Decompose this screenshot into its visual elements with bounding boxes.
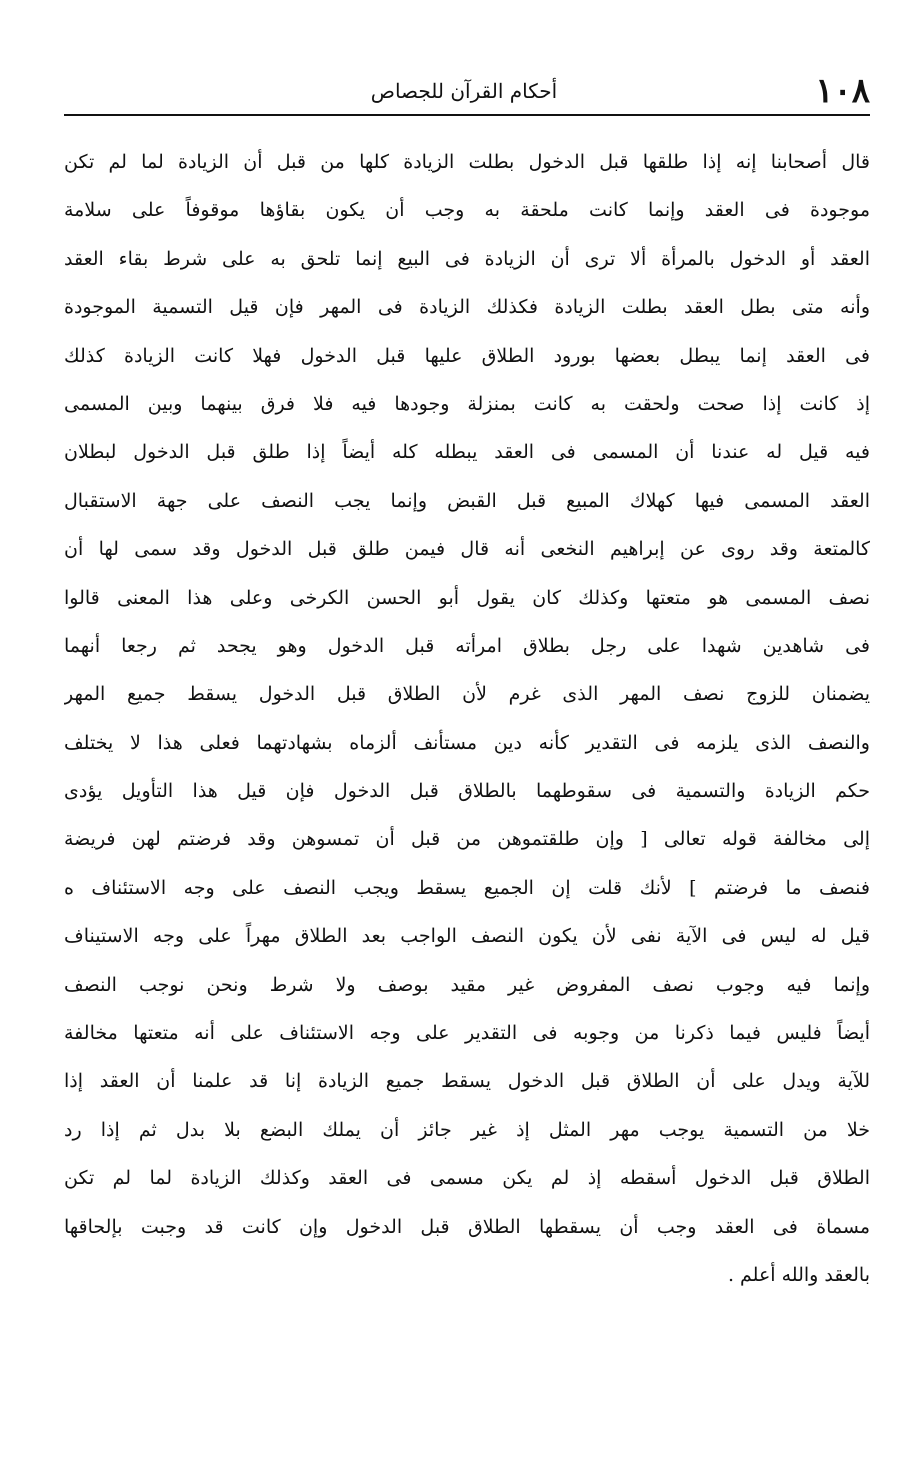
text-line: فنصف ما فرضتم ] لأنك قلت إن الجميع يسقط ويجب النصف على وجه الاستئناف ه — [64, 876, 870, 899]
text-line: وأنه متى بطل العقد بطلت الزيادة فكذلك الزيادة فى المهر فإن قيل التسمية الموجودة — [64, 296, 870, 319]
text-line: موجودة فى العقد وإنما كانت ملحقة به وجب أن يكون بقاؤها موقوفاً على سلامة — [64, 199, 870, 222]
text-line: فى العقد إنما يبطل بعضها بورود الطلاق عليها قبل الدخول فهلا كانت الزيادة كذلك — [64, 344, 870, 367]
text-line: فى شاهدين شهدا على رجل بطلاق امرأته قبل الدخول وهو يجحد ثم رجعا أنهما — [64, 634, 870, 657]
text-line: حكم الزيادة والتسمية فى سقوطهما بالطلاق قبل الدخول فإن قيل هذا التأويل يؤدى — [64, 780, 870, 803]
text-line: قيل له ليس فى الآية نفى لأن يكون النصف الواجب بعد الطلاق مهراً على وجه الاستيناف — [64, 925, 870, 948]
running-title: أحكام القرآن للجصاص — [370, 79, 558, 103]
text-line: يضمنان للزوج نصف المهر الذى غرم لأن الطلاق قبل الدخول يسقط جميع المهر — [64, 683, 870, 706]
text-line: العقد أو الدخول بالمرأة ألا ترى أن الزيادة فى البيع إنما تلحق به على شرط بقاء العقد — [64, 247, 870, 270]
header-rule — [64, 114, 870, 116]
text-line: بالعقد والله أعلم . — [727, 1263, 870, 1286]
text-line: قال أصحابنا إنه إذا طلقها قبل الدخول بطلت الزيادة كلها من قبل أن الزيادة لما لم تكن — [64, 151, 870, 173]
text-line: مسماة فى العقد وجب أن يسقطها الطلاق قبل الدخول وإن كانت قد وجبت بإلحاقها — [64, 1215, 870, 1238]
text-line: وإنما فيه وجوب نصف المفروض غير مقيد بوصف ولا شرط ونحن نوجب النصف — [64, 973, 870, 996]
body-text — [64, 138, 870, 1299]
page-number: ١٠٨ — [815, 71, 870, 111]
text-line: العقد المسمى فيها كهلاك المبيع قبل القبض وإنما يجب النصف على جهة الاستقبال — [64, 489, 870, 512]
text-line: كالمتعة وقد روى عن إبراهيم النخعى أنه قال فيمن طلق قبل الدخول وقد سمى لها أن — [64, 538, 870, 561]
text-line: والنصف الذى يلزمه فى التقدير كأنه دين مستأنف ألزماه بشهادتهما فعلى هذا لا يختلف — [64, 731, 870, 754]
page-header — [64, 72, 870, 110]
text-line: فيه قيل له عندنا أن المسمى فى العقد يبطله كله أيضاً إذا طلق قبل الدخول لبطلان — [64, 441, 870, 464]
text-line: إلى مخالفة قوله تعالى [ وإن طلقتموهن من قبل أن تمسوهن وقد فرضتم لهن فريضة — [64, 828, 870, 851]
text-line: إذ كانت إذا صحت ولحقت به كانت بمنزلة وجودها فيه فلا فرق بينهما وبين المسمى — [64, 392, 870, 415]
text-line: نصف المسمى هو متعتها وكذلك كان يقول أبو الحسن الكرخى وعلى هذا المعنى قالوا — [64, 586, 870, 609]
text-line: الطلاق قبل الدخول أسقطه إذ لم يكن مسمى فى العقد وكذلك الزيادة لما لم تكن — [64, 1167, 870, 1190]
text-line: أيضاً فليس فيما ذكرنا من وجوبه فى التقدير على وجه الاستئناف على أنه متعتها مخالفة — [64, 1022, 870, 1045]
text-line: للآية ويدل على أن الطلاق قبل الدخول يسقط جميع الزيادة إنا قد علمنا أن العقد إذا — [64, 1070, 870, 1093]
text-line: خلا من التسمية يوجب مهر المثل إذ غير جائز أن يملك البضع بلا بدل ثم إذا رد — [64, 1118, 870, 1141]
